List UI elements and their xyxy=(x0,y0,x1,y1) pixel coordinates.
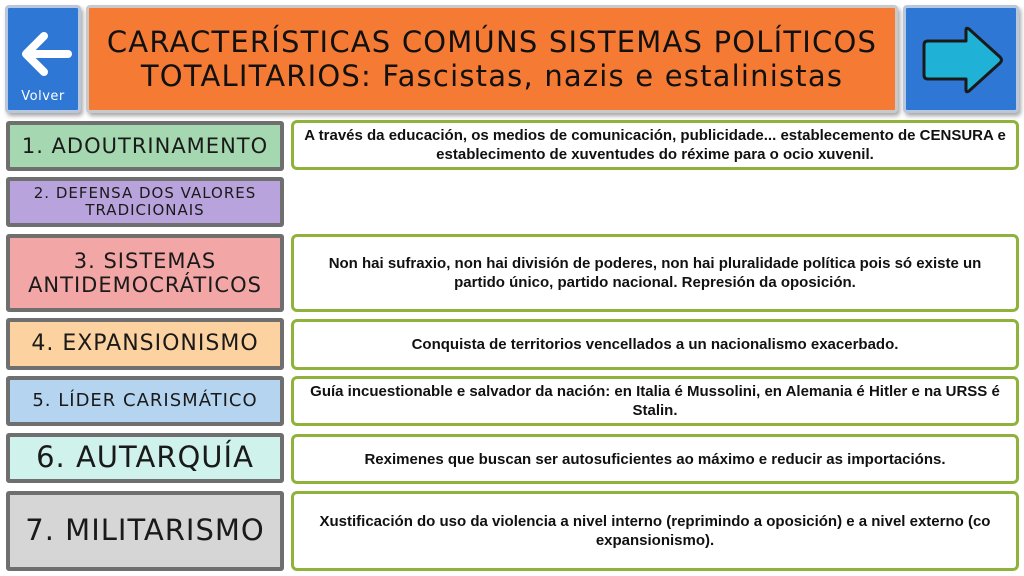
feature-description-militarismo xyxy=(291,491,1019,571)
back-button[interactable] xyxy=(5,5,81,113)
feature-description-text: Guía incuestionable e salvador da nación: en Italia é Mussolini, en Alemania é Hitler e na URSS é Stalin. xyxy=(310,383,1000,419)
feature-label-text: 3. SISTEMAS ANTIDEMOCRÁTICOS xyxy=(28,248,262,297)
feature-label-text: 6. AUTARQUÍA xyxy=(36,440,254,475)
feature-description-autarquia xyxy=(291,434,1019,484)
feature-label-text: 1. ADOUTRINAMENTO xyxy=(21,133,269,158)
next-button[interactable] xyxy=(903,5,1019,113)
feature-description-text: Conquista de territorios vencellados a un nacionalismo exacerbado. xyxy=(411,336,899,353)
feature-description-text: Reximenes que buscan ser autosuficientes ao máximo e reducir as importacións. xyxy=(364,450,946,468)
feature-label-antidemocraticos[interactable] xyxy=(6,234,284,312)
title-line-1: CARACTERÍSTICAS COMÚNS SISTEMAS POLÍTICOS xyxy=(106,25,878,59)
feature-label-expansionismo[interactable] xyxy=(6,318,284,370)
feature-label-militarismo[interactable] xyxy=(6,491,284,571)
feature-label-lider-carismatico[interactable] xyxy=(6,376,284,426)
feature-description-expansionismo xyxy=(291,319,1019,370)
page-title xyxy=(86,5,898,113)
feature-description-text: Non hai sufraxio, non hai división de poderes, non hai pluralidade política pois só existe un partido único, partido nacional. Represión da oposición. xyxy=(328,255,982,291)
title-line-2: TOTALITARIOS: Fascistas, nazis e estalinistas xyxy=(140,59,844,93)
feature-description-adoutrinamento xyxy=(291,120,1019,170)
arrow-left-icon xyxy=(20,30,72,78)
back-button-label: Volver xyxy=(21,89,65,104)
feature-description-text: Xustificación do uso da violencia a nivel interno (reprimindo a oposición) e a nivel externo (co expansionismo). xyxy=(319,513,991,549)
feature-description-text: A través da educación, os medios de comunicación, publicidade... establecemento de CENSURA e establecimento de xuventudes do réxime para o ocio xuvenil. xyxy=(304,127,1006,163)
arrow-right-icon xyxy=(920,25,1004,95)
feature-label-adoutrinamento[interactable] xyxy=(6,121,284,171)
feature-label-text: 2. DEFENSA DOS VALORES TRADICIONAIS xyxy=(33,183,257,219)
feature-label-autarquia[interactable] xyxy=(6,433,284,483)
feature-label-text: 7. MILITARISMO xyxy=(25,513,265,548)
feature-description-antidemocraticos xyxy=(291,234,1019,312)
feature-label-text: 4. EXPANSIONISMO xyxy=(31,331,259,357)
feature-description-lider-carismatico xyxy=(291,376,1019,426)
feature-label-text: 5. LÍDER CARISMÁTICO xyxy=(32,389,258,411)
feature-label-valores-tradicionais[interactable] xyxy=(6,177,284,227)
